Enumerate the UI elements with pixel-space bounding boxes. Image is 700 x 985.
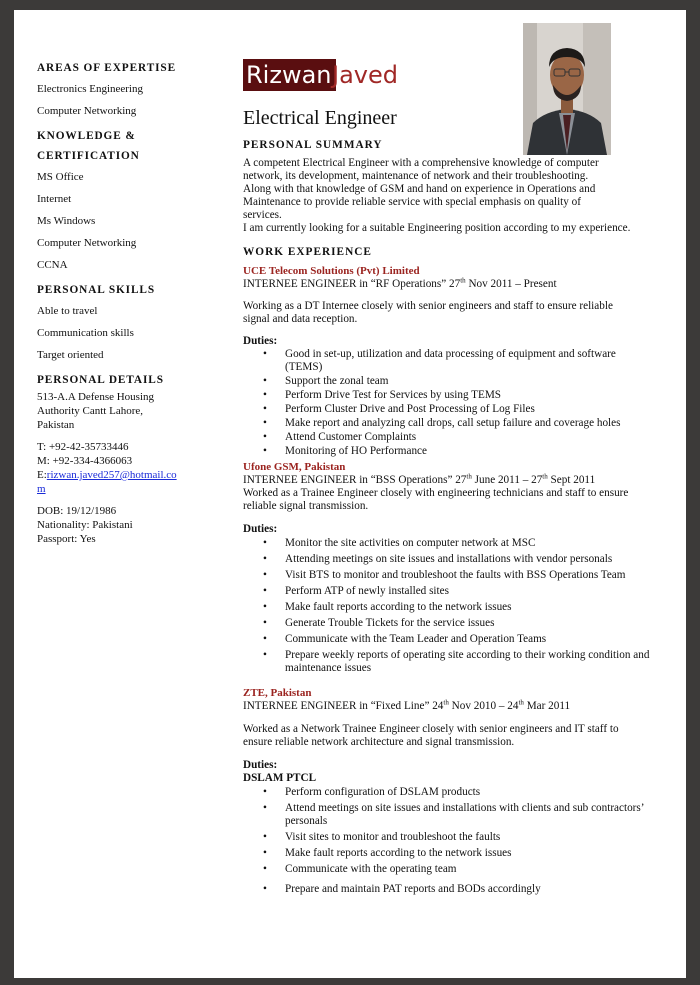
- skill-item: Able to travel: [37, 305, 98, 317]
- phone-landline: T: +92-42-35733446: [37, 441, 129, 453]
- email-link-continued[interactable]: m: [37, 483, 46, 495]
- duty-item: • Perform ATP of newly installed sites: [243, 585, 663, 598]
- job-description: Worked as a Trainee Engineer closely with engineering technicians and staff to ensure reliable signal transmission.: [243, 487, 629, 512]
- duty-item-continued: personals: [285, 815, 328, 827]
- email-line: [37, 468, 212, 482]
- sidebar: [37, 58, 212, 546]
- summary-line: A competent Electrical Engineer with a comprehensive knowledge of computer: [243, 157, 599, 169]
- portrait-image: [523, 23, 611, 155]
- address-line: Pakistan: [37, 419, 75, 431]
- duty-item: • Make fault reports according to the network issues: [243, 847, 663, 860]
- duty-item: • Monitor the site activities on computer network at MSC: [243, 537, 663, 550]
- duties-list: [243, 348, 663, 458]
- address-line: 513-A.A Defense Housing: [37, 391, 155, 403]
- duty-item: • Visit sites to monitor and troubleshoot the faults: [243, 831, 663, 844]
- duty-item: • Support the zonal team: [243, 375, 663, 388]
- skill-item: Target oriented: [37, 349, 104, 361]
- summary-line: services.: [243, 209, 282, 221]
- duty-item: • Good in set-up, utilization and data processing of equipment and software: [243, 348, 663, 361]
- duty-item-continued: (TEMS): [285, 361, 323, 373]
- duty-item: • Attend Customer Complaints: [243, 431, 663, 444]
- knowledge-heading-2: CERTIFICATION: [37, 150, 140, 162]
- duty-item: • Perform Cluster Drive and Post Processing of Log Files: [243, 403, 663, 416]
- skills-heading: PERSONAL SKILLS: [37, 284, 156, 296]
- last-name: Javed: [332, 61, 398, 89]
- resume-page: [14, 10, 686, 978]
- summary-line: network, its development, maintenance of network and their troubleshooting.: [243, 170, 589, 182]
- phone-mobile: M: +92-334-4366063: [37, 455, 133, 467]
- company-name: ZTE, Pakistan: [243, 687, 312, 699]
- job-role: INTERNEE ENGINEER in “Fixed Line” 24th Nov 2010 – 24th Mar 2011: [243, 698, 571, 712]
- job-role: INTERNEE ENGINEER in “BSS Operations” 27th June 2011 – 27th Sept 2011: [243, 472, 596, 486]
- main-content: [243, 138, 663, 896]
- knowledge-item: MS Office: [37, 171, 84, 183]
- duties-list: [243, 537, 663, 675]
- duty-item-continued: maintenance issues: [285, 662, 372, 674]
- job-title: Electrical Engineer: [243, 107, 397, 129]
- expertise-item: Computer Networking: [37, 105, 137, 117]
- duty-item: • Visit BTS to monitor and troubleshoot the faults with BSS Operations Team: [243, 569, 663, 582]
- duties-sublabel: DSLAM PTCL: [243, 772, 317, 784]
- skill-item: Communication skills: [37, 327, 134, 339]
- duty-item: • Generate Trouble Tickets for the service issues: [243, 617, 663, 630]
- duty-item: • Make fault reports according to the network issues: [243, 601, 663, 614]
- company-name: UCE Telecom Solutions (Pvt) Limited: [243, 265, 420, 277]
- company-name: Ufone GSM, Pakistan: [243, 461, 346, 473]
- duties-list: [243, 786, 663, 896]
- knowledge-heading: KNOWLEDGE &: [37, 130, 136, 142]
- expertise-item: Electronics Engineering: [37, 83, 143, 95]
- profile-photo: [523, 23, 611, 155]
- address-line: Authority Cantt Lahore,: [37, 405, 144, 417]
- nationality: Nationality: Pakistani: [37, 519, 133, 531]
- knowledge-item: Ms Windows: [37, 215, 96, 227]
- first-name: Rizwan: [243, 59, 336, 91]
- duties-label: Duties:: [243, 523, 278, 535]
- email-link[interactable]: rizwan.javed257@hotmail.co: [46, 469, 177, 481]
- passport: Passport: Yes: [37, 533, 96, 545]
- summary-line: Maintenance to provide reliable service with special emphasis on quality of: [243, 196, 582, 208]
- job-role: INTERNEE ENGINEER in “RF Operations” 27th Nov 2011 – Present: [243, 276, 557, 290]
- summary-heading: PERSONAL SUMMARY: [243, 139, 383, 151]
- knowledge-item: CCNA: [37, 259, 68, 271]
- email-prefix: E:: [37, 469, 47, 481]
- duty-item: • Perform Drive Test for Services by using TEMS: [243, 389, 663, 402]
- duty-item: • Monitoring of HO Performance: [243, 445, 663, 458]
- duty-item: • Attending meetings on site issues and installations with vendor personals: [243, 553, 663, 566]
- experience-heading: WORK EXPERIENCE: [243, 246, 372, 258]
- knowledge-item: Internet: [37, 193, 72, 205]
- summary-line: I am currently looking for a suitable Engineering position according to my experience.: [243, 222, 631, 234]
- duty-item: • Prepare weekly reports of operating site according to their working condition and: [243, 649, 663, 662]
- dob: DOB: 19/12/1986: [37, 505, 117, 517]
- duties-label: Duties:: [243, 759, 278, 771]
- summary-line: Along with that knowledge of GSM and hand on experience in Operations and: [243, 183, 596, 195]
- expertise-heading: AREAS OF EXPERTISE: [37, 62, 177, 74]
- duty-item: • Prepare and maintain PAT reports and BODs accordingly: [243, 883, 663, 896]
- job-description: Working as a DT Internee closely with senior engineers and staff to ensure reliable signal and data reception.: [243, 300, 613, 325]
- duties-label: Duties:: [243, 335, 278, 347]
- summary-text: [243, 157, 663, 235]
- duty-item: • Make report and analyzing call drops, call setup failure and coverage holes: [243, 417, 663, 430]
- duty-item: • Communicate with the operating team: [243, 863, 663, 876]
- knowledge-item: Computer Networking: [37, 237, 137, 249]
- duty-item: • Perform configuration of DSLAM products: [243, 786, 663, 799]
- duty-item: • Attend meetings on site issues and installations with clients and sub contractors’: [243, 802, 663, 815]
- job-description: Worked as a Network Trainee Engineer closely with senior engineers and IT staff to ensure reliable network architecture and signal transmission.: [243, 723, 619, 748]
- duty-item: • Communicate with the Team Leader and Operation Teams: [243, 633, 663, 646]
- details-heading: PERSONAL DETAILS: [37, 374, 164, 386]
